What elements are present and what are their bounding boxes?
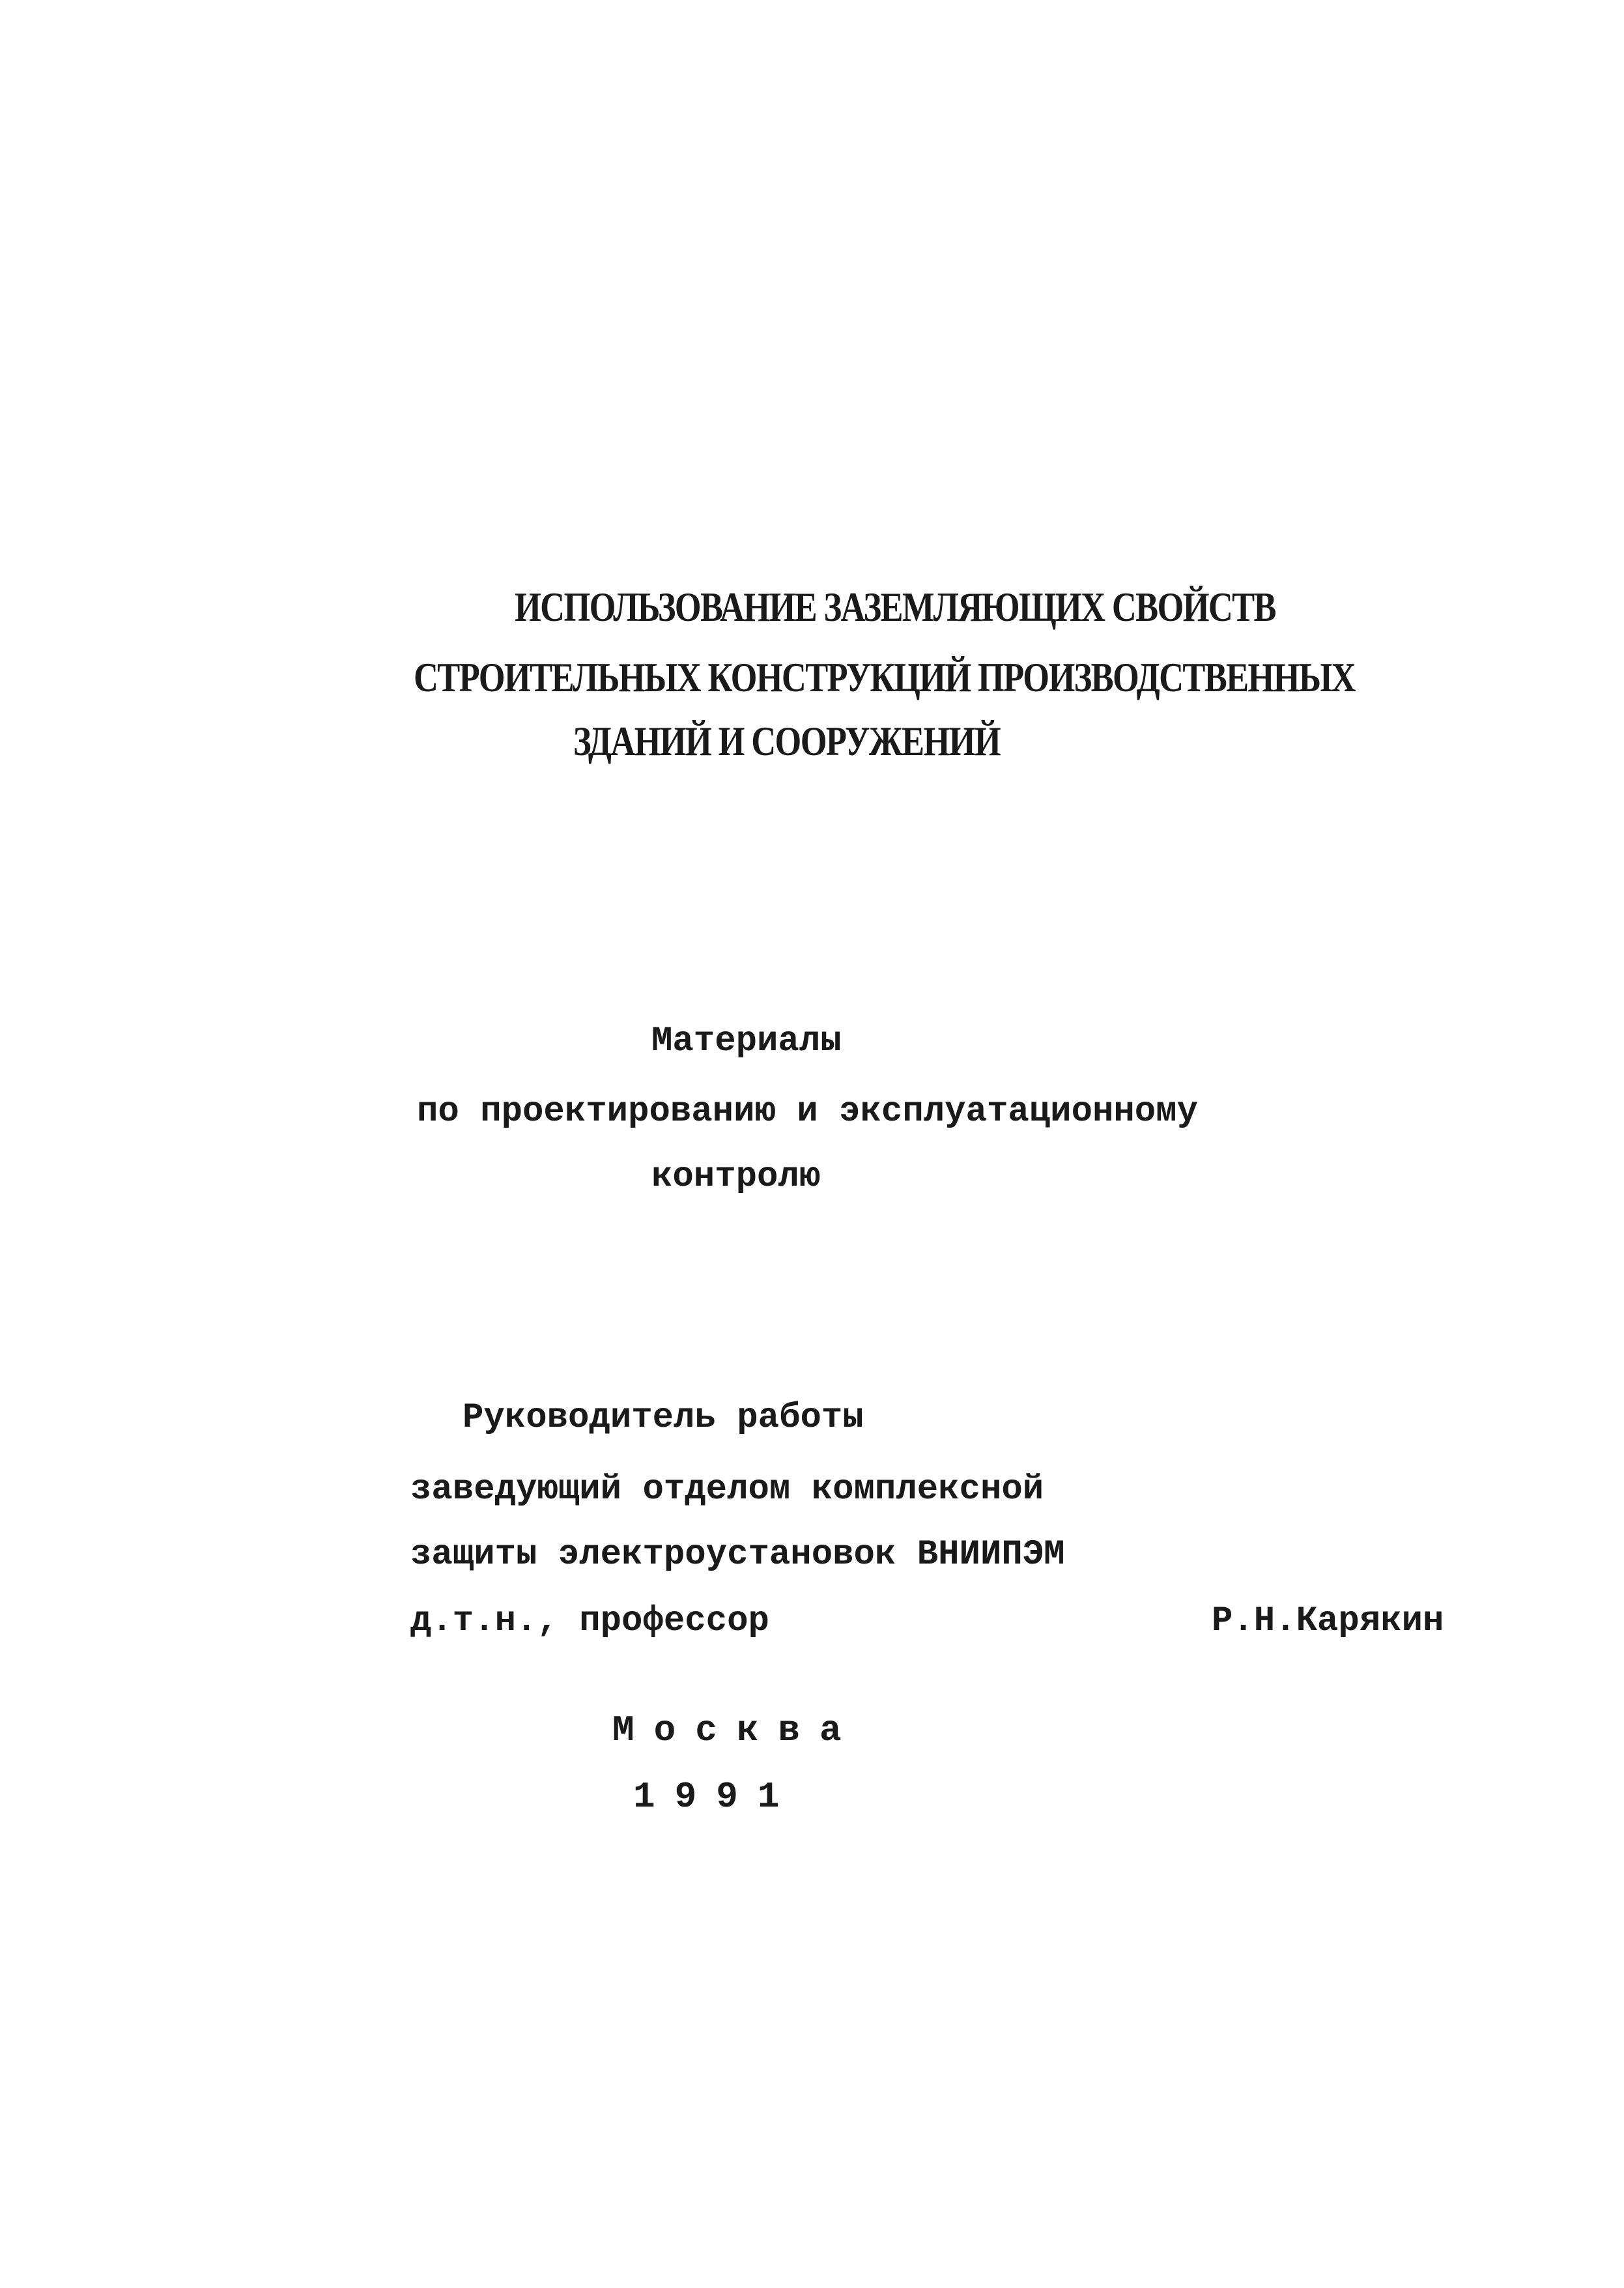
subtitle-line-2: по проектированию и эксплуатационному [417, 1092, 1198, 1132]
author-degree: д.т.н., профессор [410, 1601, 769, 1641]
author-role-line-3: защиты электроустановок ВНИИПЭМ [410, 1535, 1065, 1575]
author-name: Р.Н.Карякин [1212, 1601, 1444, 1641]
imprint-city: Москва [612, 1709, 861, 1751]
author-role-line-2: заведующий отделом комплексной [410, 1470, 1044, 1509]
subtitle-line-3: контролю [651, 1157, 821, 1197]
title-line-3: ЗДАНИЙ И СООРУЖЕНИЙ [573, 718, 1001, 764]
author-role-line-1: Руководитель работы [463, 1398, 864, 1438]
imprint-year: 1991 [633, 1776, 799, 1818]
title-line-2: СТРОИТЕЛЬНЫХ КОНСТРУКЦИЙ ПРОИЗВОДСТВЕННЫХ [414, 654, 1355, 700]
subtitle-line-1: Материалы [651, 1022, 842, 1061]
title-line-1: ИСПОЛЬЗОВАНИЕ ЗАЗЕМЛЯЮЩИХ СВОЙСТВ [515, 584, 1275, 630]
